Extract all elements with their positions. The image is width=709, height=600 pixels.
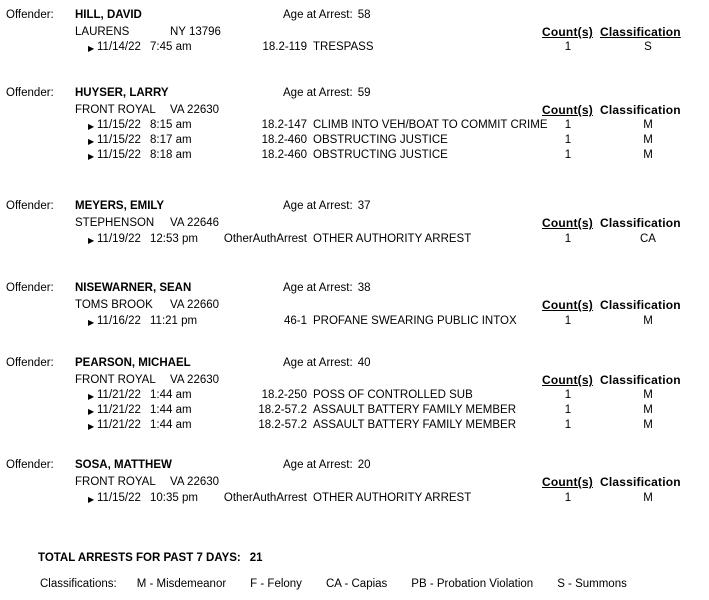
arrest-date: 11/15/22 [97, 492, 141, 504]
classification-column-header: Classification [600, 25, 681, 39]
offender-city: TOMS BROOK [75, 299, 153, 311]
arrest-code: 18.2-250 [261, 389, 307, 401]
offender-name: MEYERS, EMILY [75, 200, 165, 212]
arrest-description: OTHER AUTHORITY ARREST [313, 492, 472, 504]
offender-address-row [0, 373, 709, 388]
offender-city: FRONT ROYAL [75, 374, 156, 386]
arrest-date: 11/15/22 [97, 119, 141, 131]
arrest-date: 11/16/22 [97, 315, 141, 327]
arrest-row [0, 133, 709, 148]
total-arrests [38, 551, 263, 565]
arrest-date: 11/15/22 [97, 149, 141, 161]
arrest-classification: M [643, 119, 653, 131]
arrest-row [0, 148, 709, 163]
arrest-row [0, 388, 709, 403]
arrest-time: 8:18 am [150, 149, 192, 161]
offender-city: FRONT ROYAL [75, 104, 156, 116]
arrest-count: 1 [564, 119, 572, 131]
arrest-classification: M [643, 149, 653, 161]
classification-column-header: Classification [600, 475, 681, 489]
arrest-description: OBSTRUCTING JUSTICE [313, 134, 448, 146]
offender-header-row [0, 199, 709, 214]
age-at-arrest [283, 86, 370, 100]
arrest-marker-icon: ▶ [88, 152, 95, 161]
offender-address-row [0, 25, 709, 40]
arrest-description: OBSTRUCTING JUSTICE [313, 149, 448, 161]
legend-item: M - Misdemeanor [136, 578, 227, 590]
arrest-marker-icon: ▶ [88, 122, 95, 131]
counts-column-header: Count(s) [542, 25, 593, 39]
arrest-count: 1 [564, 134, 572, 146]
arrest-count: 1 [564, 149, 572, 161]
arrest-date: 11/21/22 [97, 404, 141, 416]
arrest-time: 8:15 am [150, 119, 192, 131]
arrest-count: 1 [564, 404, 572, 416]
arrest-time: 1:44 am [150, 389, 192, 401]
total-arrests-row [0, 551, 709, 566]
arrest-time: 1:44 am [150, 419, 192, 431]
counts-column-header: Count(s) [542, 475, 593, 489]
age-label: Age at Arrest: [283, 282, 353, 294]
offender-label: Offender: [6, 357, 54, 369]
offender-address-row [0, 103, 709, 118]
age-at-arrest [283, 458, 370, 472]
offender-label: Offender: [6, 200, 54, 212]
age-label: Age at Arrest: [283, 9, 353, 21]
arrest-row [0, 314, 709, 329]
offender-header-row [0, 8, 709, 23]
counts-column-header: Count(s) [542, 373, 593, 387]
arrest-code: OtherAuthArrest [223, 233, 307, 245]
offender-header-row [0, 356, 709, 371]
offender-address-row [0, 298, 709, 313]
arrest-classification: M [643, 492, 653, 504]
arrest-marker-icon: ▶ [88, 407, 95, 416]
arrest-row [0, 118, 709, 133]
counts-column-header: Count(s) [542, 298, 593, 312]
arrest-date: 11/15/22 [97, 134, 141, 146]
age-at-arrest [283, 199, 370, 213]
arrest-classification: M [643, 404, 653, 416]
age-value: 59 [357, 87, 371, 99]
arrest-code: OtherAuthArrest [223, 492, 307, 504]
arrest-description: TRESPASS [313, 41, 374, 53]
offender-state-zip: NY 13796 [170, 26, 221, 38]
arrest-time: 1:44 am [150, 404, 192, 416]
offender-state-zip: VA 22630 [170, 374, 220, 386]
age-label: Age at Arrest: [283, 357, 353, 369]
arrest-date: 11/19/22 [97, 233, 141, 245]
arrest-marker-icon: ▶ [88, 422, 95, 431]
arrest-classification: S [644, 41, 652, 53]
legend-item: F - Felony [250, 578, 302, 590]
arrest-description: ASSAULT BATTERY FAMILY MEMBER [313, 404, 517, 416]
offender-address-row [0, 475, 709, 490]
age-label: Age at Arrest: [283, 87, 353, 99]
arrest-description: ASSAULT BATTERY FAMILY MEMBER [313, 419, 517, 431]
arrest-code: 46-1 [283, 315, 307, 327]
offender-header-row [0, 86, 709, 101]
arrest-classification: M [643, 315, 653, 327]
offender-city: LAURENS [75, 26, 130, 38]
arrest-classification: M [643, 134, 653, 146]
classification-column-header: Classification [600, 103, 681, 117]
counts-column-header: Count(s) [542, 103, 593, 117]
arrest-count: 1 [564, 41, 572, 53]
age-value: 20 [357, 459, 371, 471]
arrest-time: 7:45 am [150, 41, 192, 53]
counts-column-header: Count(s) [542, 216, 593, 230]
age-at-arrest [283, 356, 370, 370]
arrest-code: 18.2-57.2 [258, 404, 307, 416]
classifications-legend-row [0, 577, 709, 592]
offender-state-zip: VA 22630 [170, 104, 220, 116]
arrest-row [0, 232, 709, 247]
arrest-row [0, 40, 709, 55]
legend-item: S - Summons [557, 578, 627, 590]
offender-name: SOSA, MATTHEW [75, 459, 172, 471]
arrest-code: 18.2-147 [261, 119, 307, 131]
legend-item: CA - Capias [325, 578, 388, 590]
offender-label: Offender: [6, 87, 54, 99]
age-value: 40 [357, 357, 371, 369]
arrest-count: 1 [564, 419, 572, 431]
offender-state-zip: VA 22630 [170, 476, 220, 488]
legend-label: Classifications: [40, 578, 117, 590]
arrest-count: 1 [564, 233, 572, 245]
arrest-description: CLIMB INTO VEH/BOAT TO COMMIT CRIME [313, 119, 548, 131]
offender-name: HUYSER, LARRY [75, 87, 169, 99]
offender-name: NISEWARNER, SEAN [75, 282, 192, 294]
age-value: 58 [357, 9, 371, 21]
arrest-marker-icon: ▶ [88, 318, 95, 327]
arrest-description: POSS OF CONTROLLED SUB [313, 389, 473, 401]
arrest-marker-icon: ▶ [88, 236, 95, 245]
offender-header-row [0, 458, 709, 473]
offender-city: FRONT ROYAL [75, 476, 156, 488]
age-value: 38 [357, 282, 371, 294]
arrest-description: OTHER AUTHORITY ARREST [313, 233, 472, 245]
arrest-marker-icon: ▶ [88, 137, 95, 146]
age-at-arrest [283, 281, 370, 295]
arrest-marker-icon: ▶ [88, 495, 95, 504]
offender-name: PEARSON, MICHAEL [75, 357, 191, 369]
arrest-classification: M [643, 389, 653, 401]
arrest-date: 11/21/22 [97, 419, 141, 431]
arrest-time: 8:17 am [150, 134, 192, 146]
offender-address-row [0, 216, 709, 231]
arrest-classification: M [643, 419, 653, 431]
age-label: Age at Arrest: [283, 200, 353, 212]
arrest-code: 18.2-119 [262, 41, 307, 53]
offender-label: Offender: [6, 459, 54, 471]
offender-state-zip: VA 22660 [170, 299, 220, 311]
age-label: Age at Arrest: [283, 459, 353, 471]
offender-name: HILL, DAVID [75, 9, 142, 21]
arrest-count: 1 [564, 315, 572, 327]
total-arrests-value: 21 [249, 552, 263, 564]
arrest-marker-icon: ▶ [88, 44, 95, 53]
arrest-code: 18.2-460 [261, 149, 307, 161]
arrest-date: 11/21/22 [97, 389, 141, 401]
offender-state-zip: VA 22646 [170, 217, 220, 229]
classification-column-header: Classification [600, 216, 681, 230]
offender-city: STEPHENSON [75, 217, 155, 229]
arrest-date: 11/14/22 [97, 41, 141, 53]
arrest-marker-icon: ▶ [88, 392, 95, 401]
arrest-row [0, 403, 709, 418]
arrest-count: 1 [564, 389, 572, 401]
arrest-row [0, 418, 709, 433]
arrest-time: 12:53 pm [150, 233, 198, 245]
classification-column-header: Classification [600, 298, 681, 312]
total-arrests-label: TOTAL ARRESTS FOR PAST 7 DAYS: [38, 552, 241, 564]
legend-item: PB - Probation Violation [411, 578, 534, 590]
arrest-time: 11:21 pm [150, 315, 198, 327]
offender-header-row [0, 281, 709, 296]
arrest-count: 1 [564, 492, 572, 504]
offender-label: Offender: [6, 282, 54, 294]
arrest-code: 18.2-460 [261, 134, 307, 146]
age-at-arrest [283, 8, 370, 22]
arrest-time: 10:35 pm [150, 492, 198, 504]
age-value: 37 [357, 200, 371, 212]
classifications-legend [40, 577, 651, 591]
arrest-code: 18.2-57.2 [258, 419, 307, 431]
arrest-description: PROFANE SWEARING PUBLIC INTOX [313, 315, 517, 327]
offender-label: Offender: [6, 9, 54, 21]
arrest-row [0, 491, 709, 506]
arrest-classification: CA [640, 233, 656, 245]
classification-column-header: Classification [600, 373, 681, 387]
